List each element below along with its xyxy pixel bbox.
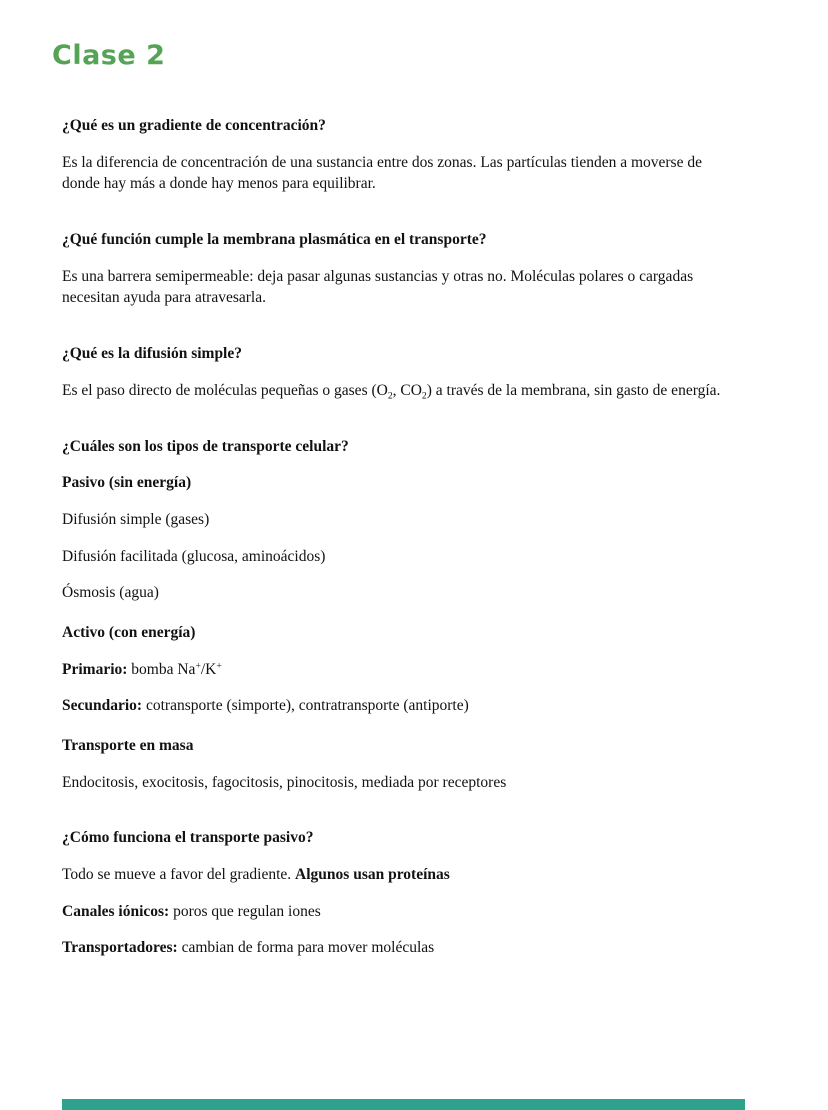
- text-segment: Algunos usan proteínas: [295, 866, 450, 884]
- text-segment: Canales iónicos:: [62, 902, 170, 920]
- paragraph: [62, 152, 742, 195]
- paragraph: [62, 659, 742, 681]
- text-segment: Ósmosis (agua): [62, 584, 159, 602]
- subheading: [62, 472, 742, 494]
- paragraph: [62, 901, 742, 923]
- text-segment: Difusión facilitada (glucosa, aminoácidos): [62, 547, 326, 565]
- text-segment: +: [195, 660, 201, 672]
- text-segment: ¿Qué función cumple la membrana plasmática en el transporte?: [62, 231, 487, 249]
- text-segment: 2: [387, 390, 393, 402]
- page-title: Clase 2: [52, 40, 166, 71]
- text-segment: Es el paso directo de moléculas pequeñas o gases (O: [62, 381, 388, 399]
- question-heading: [62, 827, 742, 849]
- text-segment: ¿Cómo funciona el transporte pasivo?: [62, 829, 314, 847]
- question-heading: [62, 343, 742, 365]
- paragraph: [62, 380, 742, 402]
- section-highlight-bar: [62, 1099, 745, 1110]
- paragraph: [62, 266, 742, 309]
- paragraph: [62, 582, 742, 604]
- text-segment: ¿Qué es un gradiente de concentración?: [62, 117, 326, 134]
- text-segment: Todo se mueve a favor del gradiente.: [62, 866, 296, 884]
- paragraph: [62, 546, 742, 568]
- text-segment: ) a través de la membrana, sin gasto de energía.: [426, 381, 721, 399]
- text-segment: Activo (con energía): [62, 623, 196, 641]
- text-segment: Es la diferencia de concentración de una sustancia entre dos zonas. Las partículas tienden a moverse de donde hay más a donde hay menos para equilibrar.: [62, 153, 702, 193]
- text-segment: Secundario:: [62, 697, 143, 715]
- text-segment: Pasivo (sin energía): [62, 474, 192, 492]
- paragraph: [62, 864, 742, 886]
- text-segment: Es una barrera semipermeable: deja pasar algunas sustancias y otras no. Moléculas polares o cargadas necesitan ayuda para atravesarla.: [62, 267, 694, 307]
- text-segment: Primario:: [62, 660, 128, 678]
- text-segment: 2: [421, 390, 427, 402]
- text-segment: Difusión simple (gases): [62, 510, 210, 528]
- text-segment: +: [216, 660, 222, 672]
- text-segment: ¿Cuáles son los tipos de transporte celular?: [62, 437, 349, 455]
- text-segment: Transportadores:: [62, 939, 178, 957]
- paragraph: [62, 772, 742, 794]
- document-page: [0, 40, 828, 959]
- text-segment: /K: [200, 660, 217, 678]
- notes-content: [62, 115, 742, 959]
- question-heading: [62, 115, 742, 137]
- text-segment: Transporte en masa: [62, 737, 194, 754]
- text-segment: poros que regulan iones: [169, 902, 321, 920]
- text-segment: , CO: [392, 381, 422, 399]
- subheading: [62, 735, 742, 757]
- text-segment: Endocitosis, exocitosis, fagocitosis, pinocitosis, mediada por receptores: [62, 773, 507, 791]
- text-segment: ¿Qué es la difusión simple?: [62, 345, 242, 363]
- question-heading: [62, 436, 742, 458]
- text-segment: cotransporte (simporte), contratransporte (antiporte): [142, 697, 469, 715]
- paragraph: [62, 509, 742, 531]
- question-heading: [62, 229, 742, 251]
- paragraph: [62, 937, 742, 959]
- text-segment: cambian de forma para mover moléculas: [177, 939, 435, 957]
- text-segment: bomba Na: [127, 660, 196, 678]
- paragraph: [62, 695, 742, 717]
- subheading: [62, 622, 742, 644]
